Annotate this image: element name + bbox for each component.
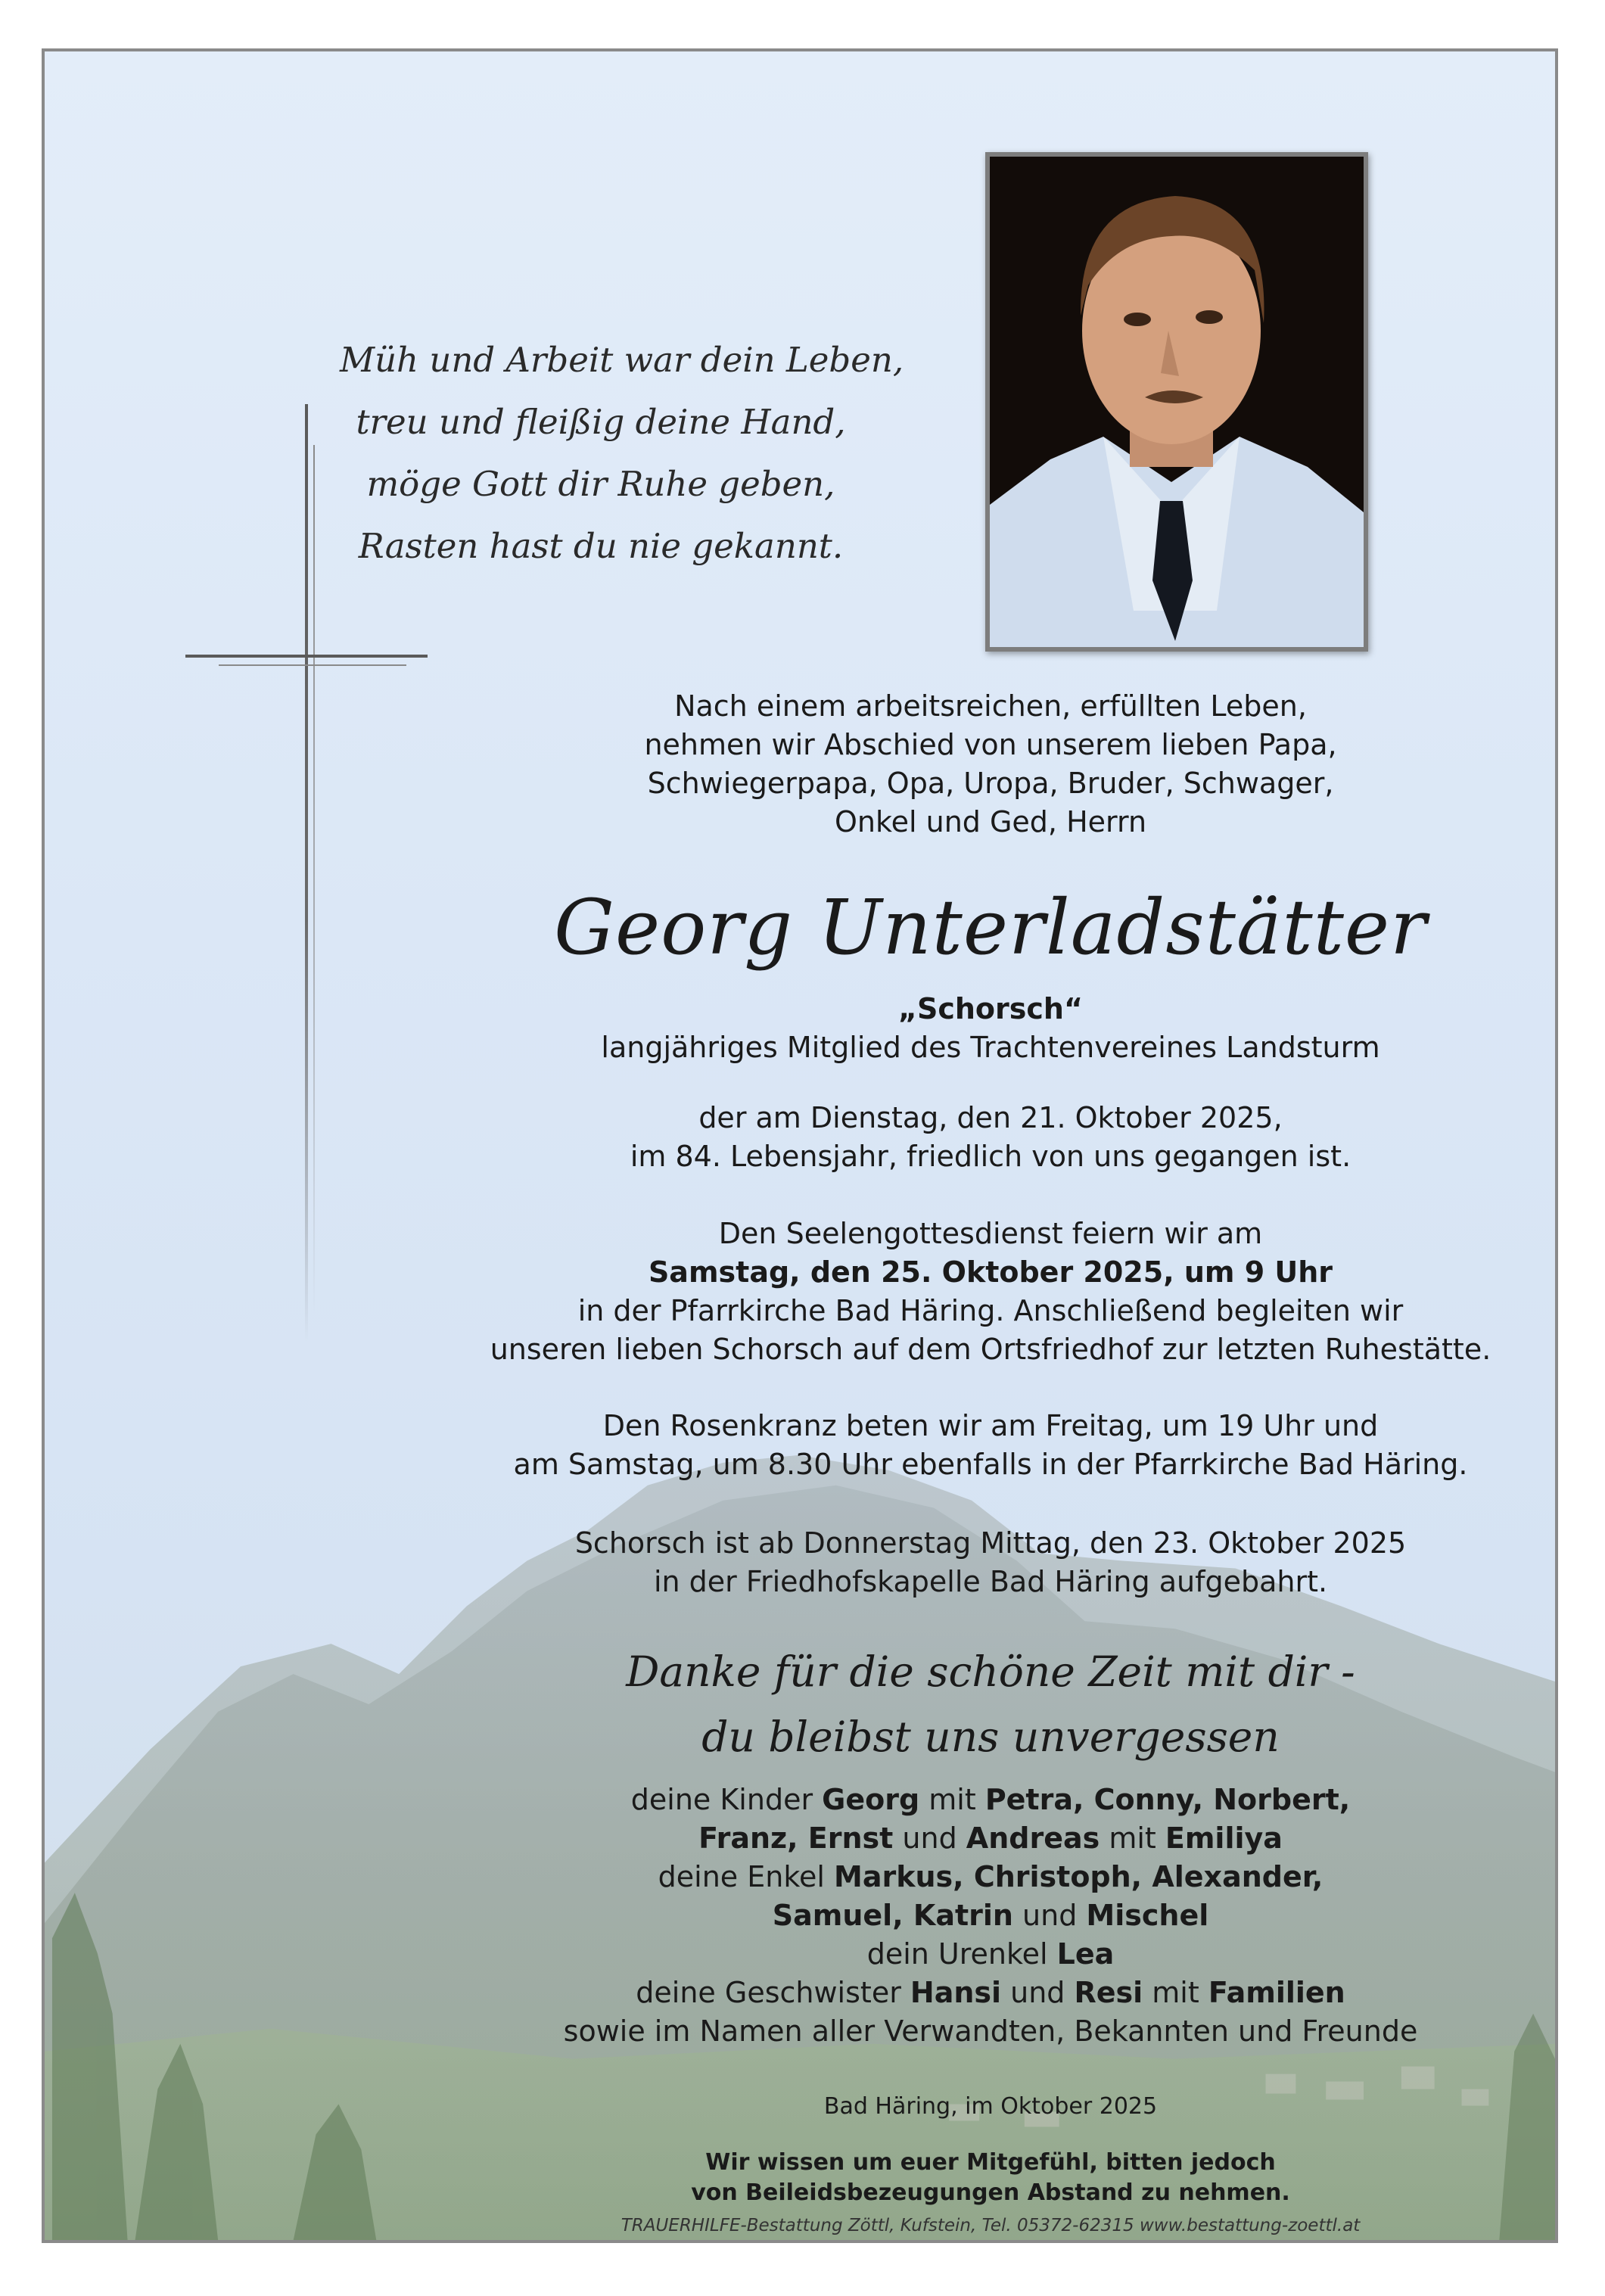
name: Samuel, Katrin	[772, 1899, 1013, 1932]
poem-line: treu und fleißig deine Hand,	[356, 402, 846, 442]
service-line: Den Seelengottesdienst feiern wir am	[718, 1217, 1263, 1250]
intro-line: Nach einem arbeitsreichen, erfüllten Leben,	[674, 689, 1307, 723]
deceased-name: Georg Unterladstätter	[554, 883, 1427, 972]
memorial-poem	[340, 329, 904, 577]
mourners-great-grandchild	[423, 1935, 1558, 1974]
cross-vertical-line	[305, 404, 308, 1342]
text: und	[1012, 1899, 1087, 1932]
rosary-notice	[423, 1407, 1558, 1484]
mourners-list	[423, 1781, 1558, 2051]
place-date: Bad Häring, im Oktober 2025	[823, 2093, 1158, 2120]
text: und	[1001, 1976, 1075, 2009]
service-line: in der Pfarrkirche Bad Häring. Anschließend begleiten wir	[577, 1294, 1404, 1327]
name: Emiliya	[1165, 1822, 1283, 1855]
viewing-line: in der Friedhofskapelle Bad Häring aufgebahrt.	[653, 1565, 1328, 1598]
request-line: von Beileidsbezeugungen Abstand zu nehmen.	[691, 2179, 1290, 2206]
thanks-line: Danke für die schöne Zeit mit dir -	[626, 1647, 1355, 1696]
funeral-home-footer: TRAUERHILFE-Bestattung Zöttl, Kufstein, Tel. 05372-62315 www.bestattung-zoettl.at	[621, 2216, 1361, 2235]
mourners-children	[423, 1781, 1558, 1819]
mourners-children-2	[423, 1819, 1558, 1858]
intro-text	[423, 687, 1558, 842]
mourners-grandchildren-2	[423, 1896, 1558, 1935]
cross-horizontal-shadow	[219, 664, 406, 666]
rosary-line: Den Rosenkranz beten wir am Freitag, um 19 Uhr und	[602, 1409, 1379, 1442]
text: deine Enkel	[658, 1860, 835, 1893]
portrait-photo	[985, 152, 1368, 652]
name: Petra, Conny, Norbert,	[984, 1783, 1351, 1816]
text: und	[893, 1822, 966, 1855]
death-notice	[423, 1099, 1558, 1176]
service-line: unseren lieben Schorsch auf dem Ortsfriedhof zur letzten Ruhestätte.	[490, 1333, 1491, 1366]
name: Hansi	[910, 1976, 1002, 2009]
death-line: der am Dienstag, den 21. Oktober 2025,	[698, 1101, 1283, 1134]
text: deine Kinder	[630, 1783, 823, 1816]
name: Andreas	[966, 1822, 1100, 1855]
name: Resi	[1074, 1976, 1143, 2009]
text: deine Geschwister	[636, 1976, 910, 2009]
mourners-closing: sowie im Namen aller Verwandten, Bekannten und Freunde	[563, 2014, 1418, 2048]
poem-line: Rasten hast du nie gekannt.	[358, 526, 844, 566]
intro-line: nehmen wir Abschied von unserem lieben Papa,	[644, 728, 1337, 761]
death-line: im 84. Lebensjahr, friedlich von uns gegangen ist.	[630, 1140, 1351, 1173]
name: Markus, Christoph, Alexander,	[834, 1860, 1324, 1893]
request-line: Wir wissen um euer Mitgefühl, bitten jedoch	[705, 2149, 1276, 2176]
thanks-text	[423, 1639, 1558, 1769]
poem-line: Müh und Arbeit war dein Leben,	[340, 340, 904, 380]
mourners-grandchildren	[423, 1858, 1558, 1896]
deceased-nickname: „Schorsch“	[898, 992, 1083, 1025]
name: Familien	[1208, 1976, 1345, 2009]
viewing-notice	[423, 1524, 1558, 1601]
mourners-siblings	[423, 1974, 1558, 2012]
viewing-line: Schorsch ist ab Donnerstag Mittag, den 23. Oktober 2025	[574, 1526, 1407, 1560]
text: mit	[919, 1783, 985, 1816]
meadow	[45, 2029, 1555, 2240]
service-date: Samstag, den 25. Oktober 2025, um 9 Uhr	[648, 1255, 1333, 1289]
thanks-line: du bleibst uns unvergessen	[701, 1713, 1280, 1761]
text: mit	[1143, 1976, 1208, 2009]
service-notice	[423, 1215, 1558, 1369]
intro-line: Onkel und Ged, Herrn	[834, 805, 1147, 838]
name: Mischel	[1086, 1899, 1209, 1932]
intro-line: Schwiegerpapa, Opa, Uropa, Bruder, Schwager,	[647, 767, 1334, 800]
condolence-request	[423, 2148, 1558, 2208]
name: Georg	[822, 1783, 920, 1816]
name: Franz, Ernst	[698, 1822, 894, 1855]
name: Lea	[1056, 1937, 1115, 1971]
rosary-line: am Samstag, um 8.30 Uhr ebenfalls in der Pfarrkirche Bad Häring.	[513, 1448, 1468, 1481]
text: dein Urenkel	[866, 1937, 1057, 1971]
text: mit	[1100, 1822, 1165, 1855]
portrait-illustration	[990, 157, 1364, 647]
deceased-membership: langjähriges Mitglied des Trachtenvereines Landsturm	[601, 1031, 1380, 1064]
cross-horizontal-line	[185, 655, 428, 658]
poem-line: möge Gott dir Ruhe geben,	[366, 464, 835, 504]
cross-vertical-shadow	[313, 445, 315, 1315]
parte-card	[42, 48, 1558, 2243]
